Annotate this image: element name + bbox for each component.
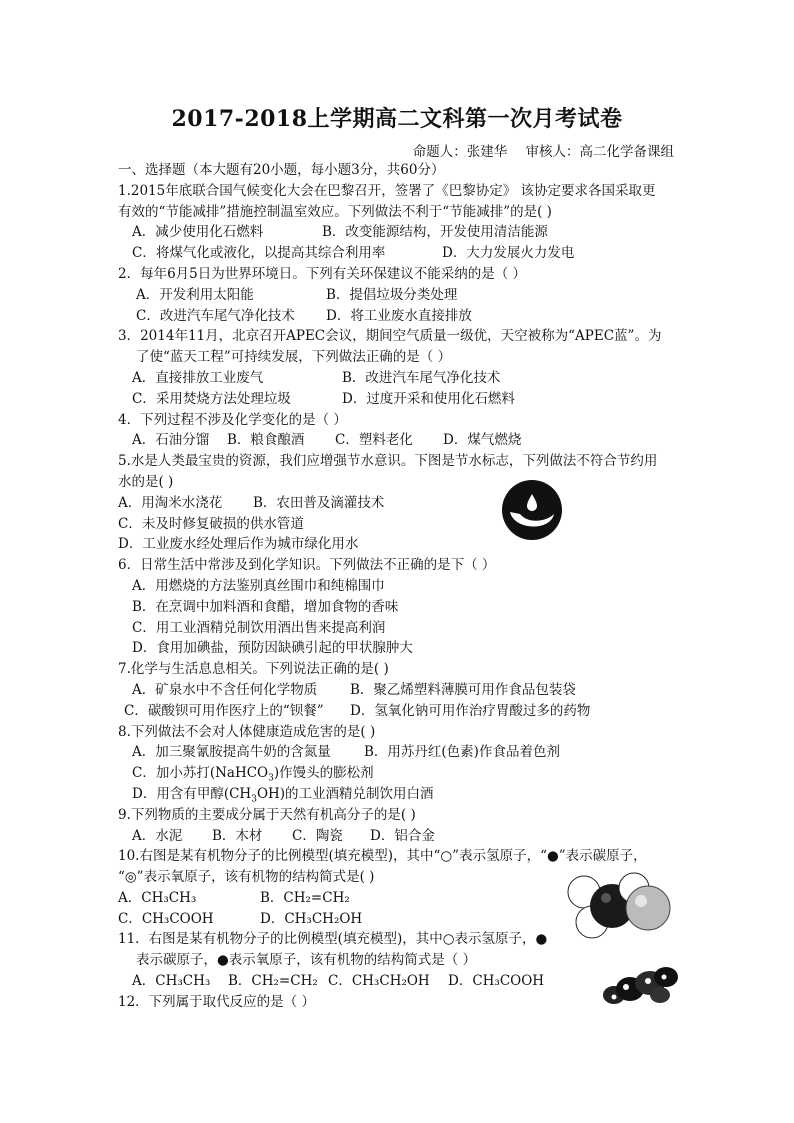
credits — [399, 140, 674, 160]
q1-option-c: C．将煤气化或液化，以提高其综合利用率 — [132, 245, 386, 262]
section-heading: 一、选择题（本大题有20小题，每小题3分，共60分） — [118, 162, 445, 178]
q2-stem: 2．每年6月5日为世界环境日。下列有关环保建议不能采纳的是（ ） — [118, 265, 527, 282]
q1-option-b: B．改变能源结构，开发使用清洁能源 — [322, 224, 548, 241]
q9-option-b: B．木材 — [212, 827, 263, 844]
q7-option-a: A．矿泉水中不含任何化学物质 — [132, 681, 318, 698]
q6-option-c: C．用工业酒精兑制饮用酒出售来提高利润 — [132, 619, 386, 636]
q8-option-a: A．加三聚氰胺提高牛奶的含氮量 — [132, 744, 331, 761]
q11-stem-1: 11．右图是某有机物分子的比例模型(填充模型)，其中○表示氢原子，● — [118, 931, 548, 948]
q3-options-row2 — [118, 389, 688, 410]
q8-options-row1 — [118, 742, 688, 763]
q5-options-row1 — [118, 493, 688, 514]
q5-option-d: D．工业废水经处理后作为城市绿化用水 — [118, 536, 359, 553]
q4-option-d: D．煤气燃烧 — [443, 432, 522, 449]
q5-option-a: A．用淘米水浇花 — [118, 494, 223, 511]
q10-option-c: C．CH₃COOH — [118, 910, 214, 927]
q2-options-row2 — [118, 306, 688, 327]
q10-stem-1: 10.右图是某有机物分子的比例模型(填充模型)，其中“○”表示氢原子，“●”表示碳原子， — [118, 848, 647, 865]
q1-stem-2: 有效的“节能减排”措施控制温室效应。下列做法不利于“节能减排”的是( ) — [118, 203, 552, 220]
q8-option-c-subscript: 3 — [268, 773, 274, 784]
q4-stem: 4．下列过程不涉及化学变化的是（ ） — [118, 411, 347, 428]
q4-option-b: B．粮食酿酒 — [227, 432, 305, 449]
q3-stem-2: 了使“蓝天工程”可持续发展，下列做法正确的是（ ） — [136, 349, 452, 366]
q5-stem-1: 5.水是人类最宝贵的资源，我们应增强节水意识。下图是节水标志，下列做法不符合节约用 — [118, 453, 658, 470]
q9-option-c: C．陶瓷 — [292, 827, 343, 844]
q2-option-a: A．开发利用太阳能 — [136, 286, 254, 303]
q3-option-d: D．过度开采和使用化石燃料 — [342, 390, 515, 407]
q8-option-d-subscript: 3 — [251, 794, 257, 805]
q11-option-b: B．CH₂=CH₂ — [228, 973, 318, 990]
water-saving-logo — [500, 478, 564, 542]
q3-option-a: A．直接排放工业废气 — [132, 369, 264, 386]
ball-model-q10 — [562, 868, 674, 944]
q10-option-a: A．CH₃CH₃ — [118, 889, 197, 906]
q3-options-row1 — [118, 368, 688, 389]
q9-option-d: D．铝合金 — [370, 827, 435, 844]
q11-option-a: A．CH₃CH₃ — [132, 973, 211, 990]
q9-stem: 9.下列物质的主要成分属于天然有机高分子的是( ) — [118, 806, 416, 823]
q8-option-d — [118, 784, 688, 805]
q6-option-a: A．用燃烧的方法鉴别真丝围巾和纯棉围巾 — [132, 577, 385, 594]
q2-option-c: C．改进汽车尾气净化技术 — [136, 307, 295, 324]
q11-option-d: D．CH₃COOH — [448, 973, 545, 990]
q9-options — [118, 826, 688, 847]
q8-option-b: B．用苏丹红(色素)作食品着色剂 — [364, 744, 560, 761]
q1-option-d: D．大力发展火力发电 — [442, 245, 575, 262]
q4-options — [118, 430, 688, 451]
q6-option-b: B．在烹调中加料酒和食醋，增加食物的香味 — [132, 598, 399, 615]
q2-option-d: D．将工业废水直接排放 — [326, 307, 472, 324]
q1-options-row1 — [118, 222, 688, 243]
q8-option-d-text1: D．用含有甲醇(CH — [132, 785, 252, 802]
q12-stem: 12．下列属于取代反应的是（ ） — [118, 993, 315, 1010]
author-text: 命题人：张建华 — [412, 144, 508, 160]
q8-option-d-text2: OH)的工业酒精兑制饮用白酒 — [256, 785, 434, 802]
q1-options-row2 — [118, 243, 688, 264]
q6-option-d: D．食用加碘盐，预防因缺碘引起的甲状腺肿大 — [132, 640, 413, 657]
q8-option-c-text2: )作馒头的膨松剂 — [273, 765, 374, 782]
q5-option-b: B．农田普及滴灌技术 — [253, 494, 385, 511]
q5-option-c: C．未及时修复破损的供水管道 — [118, 515, 304, 532]
q11-option-c: C．CH₃CH₂OH — [328, 973, 430, 990]
q7-option-d: D．氢氧化钠可用作治疗胃酸过多的药物 — [350, 702, 591, 719]
q2-options-row1 — [118, 285, 688, 306]
q4-option-c: C．塑料老化 — [335, 432, 413, 449]
q7-option-c: C．碳酸钡可用作医疗上的“钡餐” — [124, 702, 324, 719]
q6-stem: 6．日常生活中常涉及到化学知识。下列做法不正确的是下（ ） — [118, 557, 496, 574]
q2-option-b: B．提倡垃圾分类处理 — [326, 286, 458, 303]
q4-option-a: A．石油分馏 — [132, 432, 210, 449]
q8-stem: 8.下列做法不会对人体健康造成危害的是( ) — [118, 723, 376, 740]
q7-options-row2 — [118, 701, 688, 722]
q1-option-a: A．减少使用化石燃料 — [132, 224, 264, 241]
q5-stem-2: 水的是( ) — [118, 473, 174, 490]
q10-stem-2: “◎”表示氧原子，该有机物的结构简式是( ) — [118, 869, 375, 886]
q7-options-row1 — [118, 680, 688, 701]
ball-model-q11 — [600, 965, 682, 1007]
q11-stem-2: 表示碳原子，●表示氧原子，该有机物的结构简式是（ ） — [136, 952, 477, 969]
q8-option-c-text1: C．加小苏打(NaHCO — [132, 765, 269, 782]
q3-option-c: C．采用焚烧方法处理垃圾 — [132, 390, 291, 407]
q8-option-c — [118, 763, 688, 784]
q7-stem: 7.化学与生活息息相关。下列说法正确的是( ) — [118, 661, 389, 678]
q7-option-b: B．聚乙烯塑料薄膜可用作食品包装袋 — [350, 681, 576, 698]
q3-stem-1: 3．2014年11月，北京召开APEC会议，期间空气质量一级优，天空被称为“APEC蓝”。为 — [118, 328, 662, 345]
q3-option-b: B．改进汽车尾气净化技术 — [342, 369, 501, 386]
q10-option-b: B．CH₂=CH₂ — [260, 889, 350, 906]
page-title: 2017-2018上学期高二文科第一次月考试卷 — [171, 106, 623, 132]
q1-stem-1: 1.2015年底联合国气候变化大会在巴黎召开，签署了《巴黎协定》 该协定要求各国采取更 — [118, 182, 656, 199]
q10-option-d: D．CH₃CH₂OH — [260, 910, 363, 927]
reviewer-text: 审核人：高二化学备课组 — [525, 144, 674, 160]
q9-option-a: A．水泥 — [132, 827, 183, 844]
